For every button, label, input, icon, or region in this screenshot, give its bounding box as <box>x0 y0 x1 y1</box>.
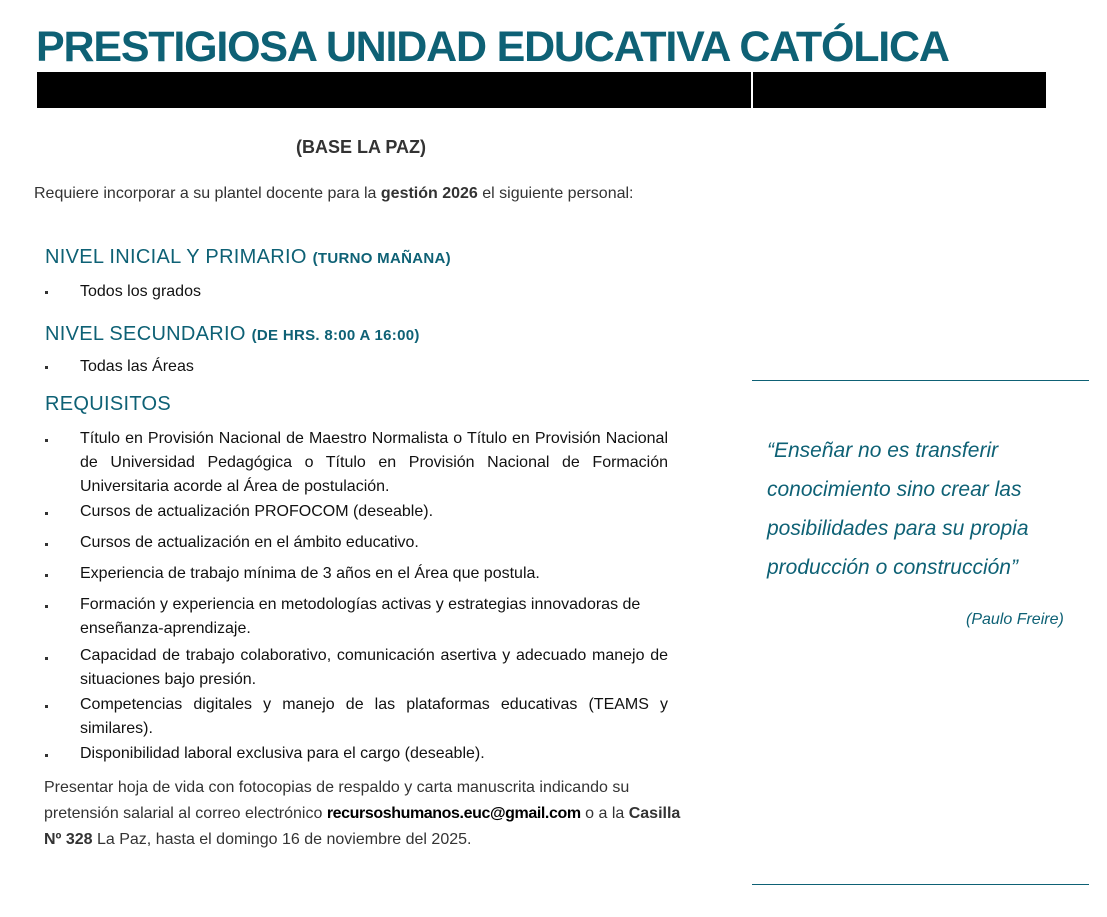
bullet-icon <box>45 365 51 371</box>
bullet-icon <box>45 290 51 296</box>
requisito-item: Competencias digitales y manejo de las plataformas educativas (TEAMS y similares). <box>80 696 668 737</box>
inicial-item: Todos los grados <box>80 283 201 300</box>
intro-text <box>34 185 633 203</box>
requisito-item: Título en Provisión Nacional de Maestro Normalista o Título en Provisión Nacional de Universidad Pedagógica o Título en Provisión Nacional de Formación Universitaria acorde al Área de postulación. <box>80 430 668 495</box>
quote-author: (Paulo Freire) <box>966 611 1064 628</box>
requisito-item: Disponibilidad laboral exclusiva para el cargo (deseable). <box>80 745 485 762</box>
requisito-item: Capacidad de trabajo colaborativo, comunicación asertiva y adecuado manejo de situaciones bajo presión. <box>80 647 668 688</box>
contact-email[interactable]: recursoshumanos.euc@gmail.com <box>326 805 581 822</box>
closing-part3: La Paz, hasta el domingo 16 de noviembre del 2025. <box>92 831 472 848</box>
bullet-icon <box>45 656 51 662</box>
requisito-item: Cursos de actualización en el ámbito educativo. <box>80 534 419 551</box>
bullet-icon <box>45 573 51 579</box>
bullet-icon <box>45 753 51 759</box>
bullet-icon <box>45 438 51 444</box>
bullet-icon <box>45 511 51 517</box>
closing-part2: o a la <box>580 805 629 822</box>
po-box: Casilla Nº 328 <box>44 805 681 848</box>
requisito-item: Cursos de actualización PROFOCOM (deseable). <box>80 503 434 520</box>
page-title: PRESTIGIOSA UNIDAD EDUCATIVA CATÓLICA <box>36 23 949 71</box>
application-instructions <box>44 775 700 853</box>
header-bar-left <box>37 72 751 108</box>
section-inicial-detail: (TURNO MAÑANA) <box>312 250 451 267</box>
bullet-icon <box>45 704 51 710</box>
requisito-item: Experiencia de trabajo mínima de 3 años en el Área que postula. <box>80 565 540 582</box>
section-inicial-heading <box>45 246 451 269</box>
location-subtitle: (BASE LA PAZ) <box>296 137 426 157</box>
bullet-icon <box>45 542 51 548</box>
quote-rule-bottom <box>752 884 1089 885</box>
bullet-icon <box>45 604 51 610</box>
section-inicial-title: NIVEL INICIAL Y PRIMARIO <box>45 246 313 268</box>
header-bar-right <box>753 72 1046 108</box>
quote-rule-top <box>752 380 1089 381</box>
closing-part1: Presentar hoja de vida con fotocopias de respaldo y carta manuscrita indicando su pretensión salarial al correo electrónico <box>44 779 630 822</box>
section-secundario-heading <box>45 323 420 346</box>
section-secundario-detail: (DE HRS. 8:00 A 16:00) <box>251 327 420 344</box>
section-secundario-title: NIVEL SECUNDARIO <box>45 323 252 345</box>
sidebar-quote: “Enseñar no es transferir conocimiento sino crear las posibilidades para su propia producción o construcción” <box>767 439 1029 579</box>
section-requisitos-heading: REQUISITOS <box>45 393 171 415</box>
secundario-item: Todas las Áreas <box>80 358 194 375</box>
intro-bold: gestión 2026 <box>380 185 478 202</box>
intro-after: el siguiente personal: <box>477 185 634 202</box>
requisito-item: Formación y experiencia en metodologías activas y estrategias innovadoras de enseñanza-aprendizaje. <box>80 596 641 637</box>
intro-before: Requiere incorporar a su plantel docente para la <box>34 185 381 202</box>
